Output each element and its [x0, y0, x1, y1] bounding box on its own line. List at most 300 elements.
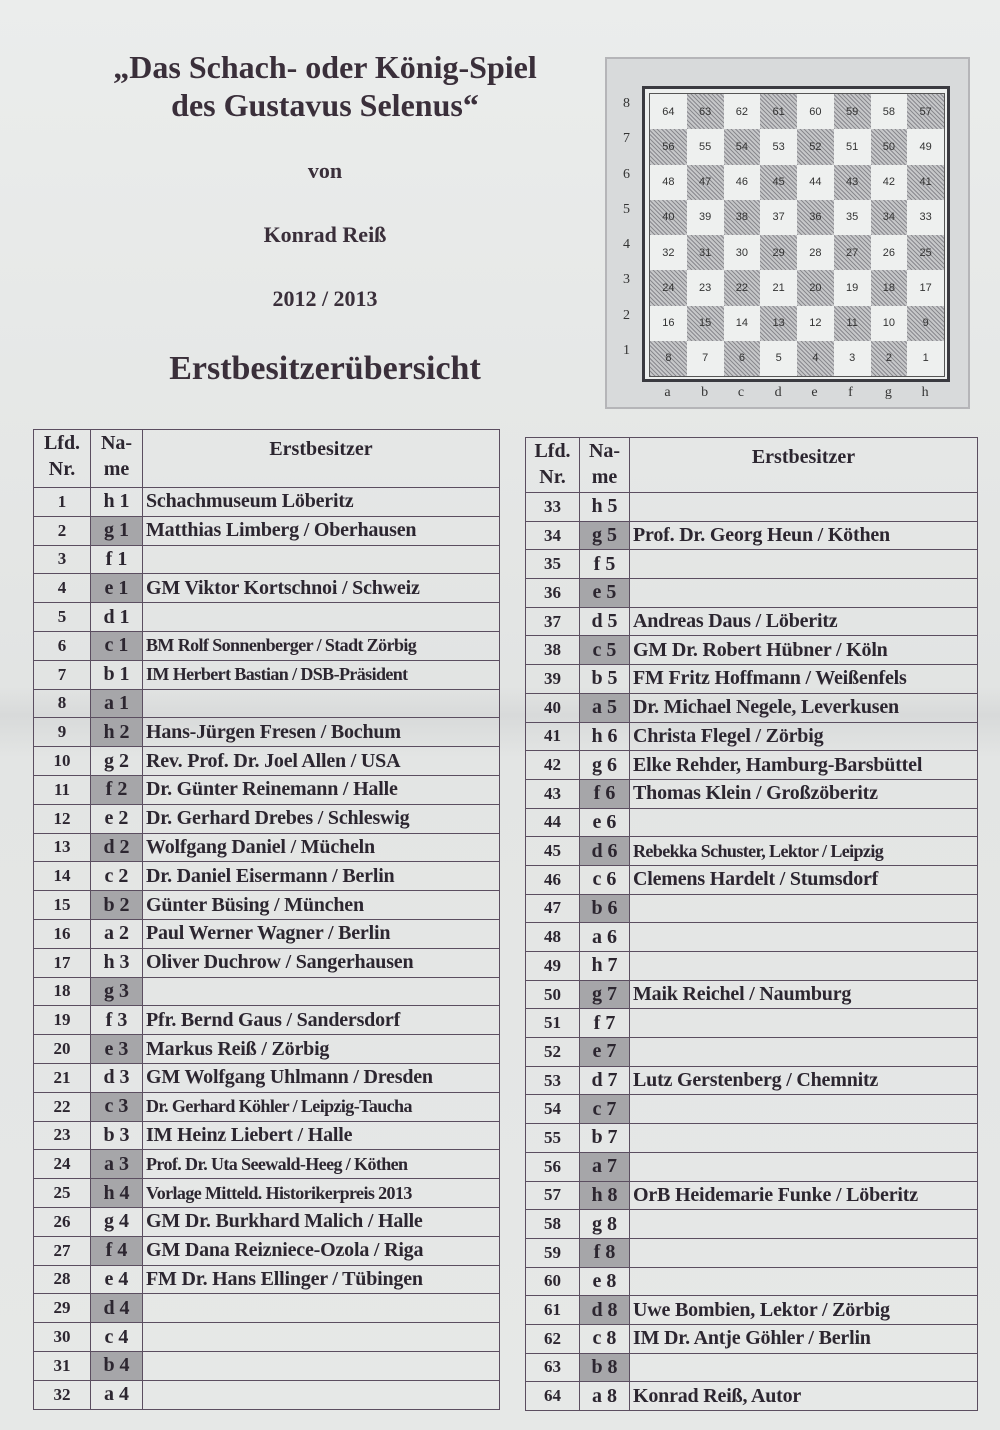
- square-name: h 7: [580, 952, 630, 981]
- square-name: e 4: [91, 1265, 143, 1294]
- table-row: [526, 1267, 978, 1296]
- row-number: 45: [526, 837, 580, 866]
- row-number: 26: [34, 1207, 91, 1236]
- table-row: [34, 545, 500, 574]
- square-name: a 5: [580, 693, 630, 722]
- chessboard-frame: [642, 86, 950, 382]
- first-owner: [630, 1267, 978, 1296]
- board-square: 30: [724, 235, 761, 270]
- square-name: g 7: [580, 980, 630, 1009]
- board-square: 58: [871, 94, 908, 129]
- square-name: d 3: [91, 1063, 143, 1092]
- header-nr-line1: Lfd.: [43, 432, 81, 454]
- board-square: 63: [687, 94, 724, 129]
- chessboard-diagram: [605, 57, 970, 409]
- square-name: e 1: [91, 574, 143, 603]
- owner-table-right: [525, 437, 978, 1411]
- row-number: 42: [526, 751, 580, 780]
- board-square: 25: [907, 235, 944, 270]
- table-row: [526, 980, 978, 1009]
- table-row: [34, 1092, 500, 1121]
- square-name: f 5: [580, 550, 630, 579]
- board-square: 13: [760, 306, 797, 341]
- table-row: [526, 636, 978, 665]
- square-name: e 5: [580, 579, 630, 608]
- square-name: a 4: [91, 1380, 143, 1409]
- table-row: [526, 1382, 978, 1411]
- square-name: g 2: [91, 747, 143, 776]
- square-name: c 8: [580, 1324, 630, 1353]
- row-number: 57: [526, 1181, 580, 1210]
- table-row: [34, 1150, 500, 1179]
- square-name: g 6: [580, 751, 630, 780]
- row-number: 34: [526, 521, 580, 550]
- row-number: 46: [526, 865, 580, 894]
- board-square: 7: [687, 341, 724, 376]
- first-owner: OrB Heidemarie Funke / Löberitz: [630, 1181, 978, 1210]
- row-number: 12: [34, 804, 91, 833]
- header-nr: [34, 430, 91, 488]
- first-owner: Andreas Daus / Löberitz: [630, 607, 978, 636]
- first-owner: Hans-Jürgen Fresen / Bochum: [143, 718, 500, 747]
- table-row: [526, 1181, 978, 1210]
- table-row: [34, 1265, 500, 1294]
- first-owner: [630, 1124, 978, 1153]
- row-number: 53: [526, 1066, 580, 1095]
- square-name: f 3: [91, 1006, 143, 1035]
- square-name: d 2: [91, 833, 143, 862]
- first-owner: [143, 1351, 500, 1380]
- table-row: [526, 751, 978, 780]
- board-square: 64: [650, 94, 687, 129]
- board-square: 62: [724, 94, 761, 129]
- first-owner: Clemens Hardelt / Stumsdorf: [630, 865, 978, 894]
- row-number: 21: [34, 1063, 91, 1092]
- board-square: 29: [760, 235, 797, 270]
- table-row: [526, 1095, 978, 1124]
- first-owner: [630, 808, 978, 837]
- table-row: [34, 1063, 500, 1092]
- first-owner: [630, 579, 978, 608]
- header-owner: Erstbesitzer: [630, 438, 978, 493]
- board-square: 54: [724, 129, 761, 164]
- first-owner: [630, 493, 978, 522]
- board-square: 57: [907, 94, 944, 129]
- table-row: [34, 1323, 500, 1352]
- square-name: f 7: [580, 1009, 630, 1038]
- square-name: c 1: [91, 631, 143, 660]
- row-number: 51: [526, 1009, 580, 1038]
- board-square: 35: [834, 200, 871, 235]
- table-row: [34, 833, 500, 862]
- table-row: [526, 1353, 978, 1382]
- board-square: 28: [797, 235, 834, 270]
- board-square: 5: [760, 341, 797, 376]
- square-name: b 5: [580, 665, 630, 694]
- square-name: d 5: [580, 607, 630, 636]
- row-number: 31: [34, 1351, 91, 1380]
- board-square: 33: [907, 200, 944, 235]
- row-number: 15: [34, 891, 91, 920]
- square-name: g 4: [91, 1207, 143, 1236]
- board-square: 10: [871, 306, 908, 341]
- first-owner: GM Dr. Robert Hübner / Köln: [630, 636, 978, 665]
- table-row: [34, 747, 500, 776]
- board-square: 47: [687, 165, 724, 200]
- first-owner: Vorlage Mitteld. Historikerpreis 2013: [143, 1179, 500, 1208]
- first-owner: Thomas Klein / Großzöberitz: [630, 779, 978, 808]
- first-owner: Paul Werner Wagner / Berlin: [143, 919, 500, 948]
- square-name: b 3: [91, 1121, 143, 1150]
- header-name-line2: me: [103, 458, 130, 480]
- square-name: a 2: [91, 919, 143, 948]
- table-row: [34, 1207, 500, 1236]
- board-square: 21: [760, 270, 797, 305]
- row-number: 28: [34, 1265, 91, 1294]
- table-row: [526, 779, 978, 808]
- table-row: [34, 775, 500, 804]
- square-name: g 8: [580, 1210, 630, 1239]
- square-name: e 3: [91, 1035, 143, 1064]
- board-square: 16: [650, 306, 687, 341]
- row-number: 27: [34, 1236, 91, 1265]
- board-square: 37: [760, 200, 797, 235]
- board-square: 50: [871, 129, 908, 164]
- row-number: 41: [526, 722, 580, 751]
- table-row: [526, 1152, 978, 1181]
- row-number: 44: [526, 808, 580, 837]
- rank-label: 6: [623, 166, 630, 182]
- table-row: [34, 516, 500, 545]
- first-owner: [143, 1380, 500, 1409]
- table-row: [34, 919, 500, 948]
- table-row: [526, 1124, 978, 1153]
- row-number: 18: [34, 977, 91, 1006]
- table-row: [526, 1038, 978, 1067]
- board-square: 4: [797, 341, 834, 376]
- table-row: [526, 894, 978, 923]
- header-name: [580, 438, 630, 493]
- rank-label: 1: [623, 342, 630, 358]
- board-square: 1: [907, 341, 944, 376]
- first-owner: Prof. Dr. Georg Heun / Köthen: [630, 521, 978, 550]
- file-label: a: [664, 385, 671, 400]
- board-square: 12: [797, 306, 834, 341]
- square-name: d 8: [580, 1296, 630, 1325]
- board-square: 27: [834, 235, 871, 270]
- first-owner: Wolfgang Daniel / Mücheln: [143, 833, 500, 862]
- square-name: e 8: [580, 1267, 630, 1296]
- header-name-line1: Na-: [588, 440, 621, 462]
- row-number: 4: [34, 574, 91, 603]
- rank-label: 2: [623, 307, 630, 323]
- file-label: b: [701, 385, 709, 400]
- first-owner: [630, 894, 978, 923]
- row-number: 39: [526, 665, 580, 694]
- square-name: h 5: [580, 493, 630, 522]
- row-number: 8: [34, 689, 91, 718]
- square-name: e 6: [580, 808, 630, 837]
- row-number: 25: [34, 1179, 91, 1208]
- row-number: 58: [526, 1210, 580, 1239]
- table-row: [34, 1294, 500, 1323]
- file-label: f: [848, 385, 853, 400]
- row-number: 40: [526, 693, 580, 722]
- first-owner: Markus Reiß / Zörbig: [143, 1035, 500, 1064]
- first-owner: [143, 1323, 500, 1352]
- board-square: 3: [834, 341, 871, 376]
- table-row: [34, 660, 500, 689]
- row-number: 56: [526, 1152, 580, 1181]
- left-table-body: [34, 488, 500, 1410]
- header-owner: Erstbesitzer: [143, 430, 500, 488]
- first-owner: [143, 1294, 500, 1323]
- board-square: 18: [871, 270, 908, 305]
- row-number: 24: [34, 1150, 91, 1179]
- board-square: 53: [760, 129, 797, 164]
- first-owner: [630, 923, 978, 952]
- square-name: f 8: [580, 1238, 630, 1267]
- board-square: 8: [650, 341, 687, 376]
- row-number: 3: [34, 545, 91, 574]
- table-row: [526, 837, 978, 866]
- square-name: d 6: [580, 837, 630, 866]
- board-square: 38: [724, 200, 761, 235]
- square-name: d 4: [91, 1294, 143, 1323]
- rank-label: 3: [623, 272, 630, 288]
- row-number: 60: [526, 1267, 580, 1296]
- row-number: 5: [34, 603, 91, 632]
- row-number: 14: [34, 862, 91, 891]
- title-line-1: „Das Schach- oder König-Spiel: [113, 49, 537, 85]
- table-row: [526, 665, 978, 694]
- row-number: 33: [526, 493, 580, 522]
- square-name: b 1: [91, 660, 143, 689]
- header-nr-line2: Nr.: [48, 458, 76, 480]
- first-owner: Uwe Bombien, Lektor / Zörbig: [630, 1296, 978, 1325]
- row-number: 6: [34, 631, 91, 660]
- square-name: d 7: [580, 1066, 630, 1095]
- header-name-line1: Na-: [100, 432, 133, 454]
- board-square: 46: [724, 165, 761, 200]
- first-owner: IM Heinz Liebert / Halle: [143, 1121, 500, 1150]
- board-square: 51: [834, 129, 871, 164]
- square-name: b 7: [580, 1124, 630, 1153]
- first-owner: FM Fritz Hoffmann / Weißenfels: [630, 665, 978, 694]
- board-square: 42: [871, 165, 908, 200]
- board-square: 36: [797, 200, 834, 235]
- title-line-2: des Gustavus Selenus“: [171, 87, 479, 123]
- table-row: [526, 1238, 978, 1267]
- first-owner: [143, 689, 500, 718]
- header-nr-line1: Lfd.: [534, 440, 571, 462]
- square-name: h 1: [91, 488, 143, 517]
- by-label: von: [307, 158, 343, 183]
- square-name: c 5: [580, 636, 630, 665]
- square-name: b 8: [580, 1353, 630, 1382]
- row-number: 29: [34, 1294, 91, 1323]
- author-name: Konrad Reiß: [263, 222, 387, 247]
- first-owner: GM Dr. Burkhard Malich / Halle: [143, 1207, 500, 1236]
- board-square: 40: [650, 200, 687, 235]
- file-label: d: [774, 385, 782, 400]
- board-square: 20: [797, 270, 834, 305]
- first-owner: Dr. Daniel Eisermann / Berlin: [143, 862, 500, 891]
- square-name: a 1: [91, 689, 143, 718]
- row-number: 23: [34, 1121, 91, 1150]
- table-row: [34, 804, 500, 833]
- board-square: 26: [871, 235, 908, 270]
- square-name: a 3: [91, 1150, 143, 1179]
- board-square: 6: [724, 341, 761, 376]
- table-row: [34, 689, 500, 718]
- square-name: e 2: [91, 804, 143, 833]
- table-row: [34, 1236, 500, 1265]
- board-square: 11: [834, 306, 871, 341]
- table-row: [34, 891, 500, 920]
- table-row: [34, 1179, 500, 1208]
- first-owner: [630, 1210, 978, 1239]
- file-label: g: [884, 385, 892, 400]
- row-number: 59: [526, 1238, 580, 1267]
- square-name: a 8: [580, 1382, 630, 1411]
- rank-label: 5: [623, 201, 630, 217]
- board-square: 49: [907, 129, 944, 164]
- table-row: [34, 631, 500, 660]
- board-square: 55: [687, 129, 724, 164]
- board-square: 22: [724, 270, 761, 305]
- table-row: [34, 603, 500, 632]
- table-row: [526, 521, 978, 550]
- first-owner: Matthias Limberg / Oberhausen: [143, 516, 500, 545]
- row-number: 50: [526, 980, 580, 1009]
- first-owner: [143, 545, 500, 574]
- first-owner: Dr. Gerhard Köhler / Leipzig-Taucha: [143, 1092, 500, 1121]
- first-owner: [630, 1353, 978, 1382]
- square-name: c 3: [91, 1092, 143, 1121]
- owner-table-left: [33, 429, 500, 1410]
- rank-label: 8: [623, 96, 630, 111]
- row-number: 32: [34, 1380, 91, 1409]
- table-row: [34, 1121, 500, 1150]
- first-owner: GM Wolfgang Uhlmann / Dresden: [143, 1063, 500, 1092]
- first-owner: [630, 952, 978, 981]
- table-row: [526, 550, 978, 579]
- row-number: 20: [34, 1035, 91, 1064]
- first-owner: BM Rolf Sonnenberger / Stadt Zörbig: [143, 631, 500, 660]
- board-square: 44: [797, 165, 834, 200]
- board-square: 59: [834, 94, 871, 129]
- board-square: 43: [834, 165, 871, 200]
- square-name: d 1: [91, 603, 143, 632]
- row-number: 9: [34, 718, 91, 747]
- first-owner: [630, 1238, 978, 1267]
- row-number: 19: [34, 1006, 91, 1035]
- table-row: [526, 493, 978, 522]
- row-number: 47: [526, 894, 580, 923]
- first-owner: Christa Flegel / Zörbig: [630, 722, 978, 751]
- table-row: [526, 952, 978, 981]
- first-owner: IM Dr. Antje Göhler / Berlin: [630, 1324, 978, 1353]
- first-owner: Dr. Michael Negele, Leverkusen: [630, 693, 978, 722]
- row-number: 63: [526, 1353, 580, 1382]
- table-row: [34, 718, 500, 747]
- table-row: [526, 579, 978, 608]
- row-number: 16: [34, 919, 91, 948]
- first-owner: IM Herbert Bastian / DSB-Präsident: [143, 660, 500, 689]
- row-number: 7: [34, 660, 91, 689]
- board-square: 60: [797, 94, 834, 129]
- first-owner: GM Viktor Kortschnoi / Schweiz: [143, 574, 500, 603]
- table-row: [34, 1351, 500, 1380]
- table-row: [34, 1035, 500, 1064]
- board-square: 45: [760, 165, 797, 200]
- row-number: 38: [526, 636, 580, 665]
- table-row: [526, 923, 978, 952]
- row-number: 52: [526, 1038, 580, 1067]
- row-number: 49: [526, 952, 580, 981]
- square-name: f 4: [91, 1236, 143, 1265]
- square-name: e 7: [580, 1038, 630, 1067]
- first-owner: Konrad Reiß, Autor: [630, 1382, 978, 1411]
- square-name: h 2: [91, 718, 143, 747]
- first-owner: [630, 1095, 978, 1124]
- right-table-body: [526, 493, 978, 1411]
- board-square: 56: [650, 129, 687, 164]
- square-name: f 2: [91, 775, 143, 804]
- row-number: 54: [526, 1095, 580, 1124]
- first-owner: GM Dana Reizniece-Ozola / Riga: [143, 1236, 500, 1265]
- first-owner: Lutz Gerstenberg / Chemnitz: [630, 1066, 978, 1095]
- board-square: 52: [797, 129, 834, 164]
- first-owner: Prof. Dr. Uta Seewald-Heeg / Köthen: [143, 1150, 500, 1179]
- first-owner: Rev. Prof. Dr. Joel Allen / USA: [143, 747, 500, 776]
- header-nr-line2: Nr.: [539, 466, 566, 488]
- square-name: a 6: [580, 923, 630, 952]
- row-number: 11: [34, 775, 91, 804]
- first-owner: Schachmuseum Löberitz: [143, 488, 500, 517]
- first-owner: Dr. Gerhard Drebes / Schleswig: [143, 804, 500, 833]
- table-row: [526, 808, 978, 837]
- first-owner: [630, 1152, 978, 1181]
- board-square: 15: [687, 306, 724, 341]
- square-name: b 4: [91, 1351, 143, 1380]
- first-owner: [143, 977, 500, 1006]
- square-name: c 4: [91, 1323, 143, 1352]
- table-row: [34, 574, 500, 603]
- row-number: 48: [526, 923, 580, 952]
- table-row: [34, 977, 500, 1006]
- overview-heading: Erstbesitzerübersicht: [169, 350, 481, 387]
- board-square: 34: [871, 200, 908, 235]
- row-number: 62: [526, 1324, 580, 1353]
- board-square: 61: [760, 94, 797, 129]
- square-name: h 3: [91, 948, 143, 977]
- rank-label: 7: [623, 131, 630, 147]
- first-owner: [630, 1038, 978, 1067]
- table-row: [34, 488, 500, 517]
- row-number: 2: [34, 516, 91, 545]
- square-name: b 6: [580, 894, 630, 923]
- board-square: 9: [907, 306, 944, 341]
- board-square: 24: [650, 270, 687, 305]
- first-owner: [630, 550, 978, 579]
- row-number: 30: [34, 1323, 91, 1352]
- rank-label: 4: [623, 237, 630, 252]
- square-name: g 5: [580, 521, 630, 550]
- square-name: f 1: [91, 545, 143, 574]
- row-number: 43: [526, 779, 580, 808]
